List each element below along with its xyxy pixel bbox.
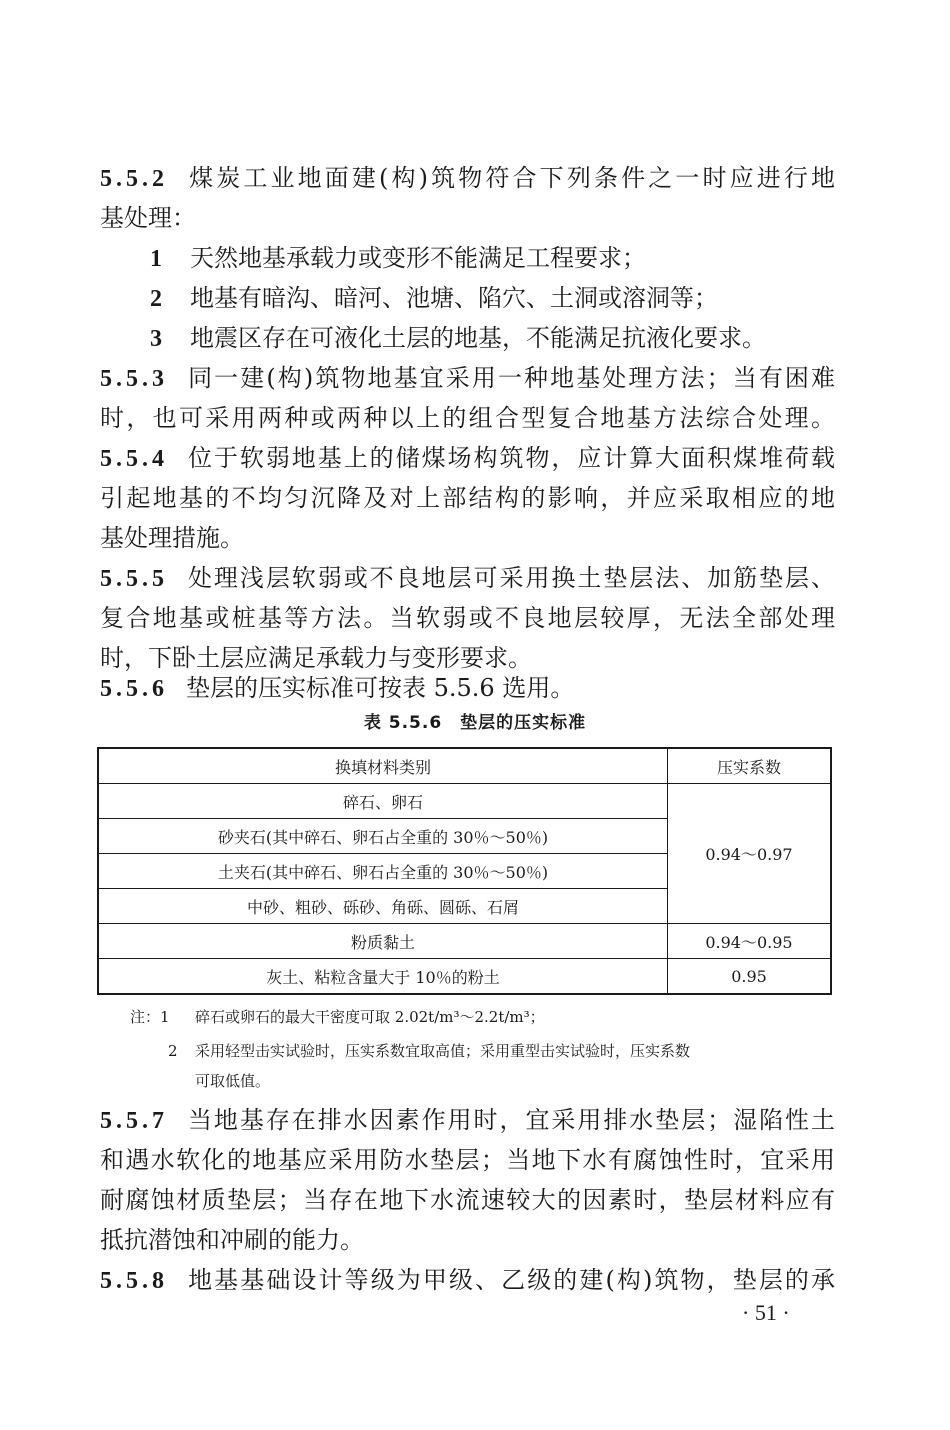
material-cell: 碎石、卵石 — [98, 784, 668, 819]
item-text: 地基有暗沟、暗河、池塘、陷穴、土洞或溶洞等； — [190, 284, 718, 312]
header-material: 换填材料类别 — [98, 748, 668, 784]
note-2 — [168, 1036, 690, 1066]
clause-5-5-3-line-1 — [100, 358, 835, 399]
note-text: 采用轻型击实试验时，压实系数宜取高值；采用重型击实试验时，压实系数 — [195, 1042, 691, 1060]
clause-number: 5.5.6 — [100, 676, 168, 702]
clause-5-5-2-line-2: 基处理： — [100, 204, 196, 232]
table-row — [98, 784, 831, 819]
clause-5-5-5-line-3: 时，下卧土层应满足承载力与变形要求。 — [100, 644, 532, 672]
clause-number: 5.5.5 — [100, 566, 168, 592]
clause-number: 5.5.3 — [100, 366, 168, 392]
table-caption: 表 5.5.6 垫层的压实标准 — [363, 713, 587, 733]
item-number: 1 — [150, 246, 162, 272]
clause-number: 5.5.7 — [100, 1108, 168, 1134]
clause-5-5-7-line-1 — [100, 1100, 835, 1141]
list-item — [150, 318, 766, 359]
item-number: 2 — [150, 286, 162, 312]
clause-5-5-8-line-1 — [100, 1260, 835, 1301]
coefficient-cell: 0.95 — [668, 959, 832, 995]
clause-number: 5.5.2 — [100, 166, 168, 192]
table-row — [98, 959, 831, 995]
material-cell: 土夹石(其中碎石、卵石占全重的 30％～50％) — [98, 854, 668, 889]
item-text: 地震区存在可液化土层的地基，不能满足抗液化要求。 — [190, 324, 766, 352]
material-cell: 中砂、粗砂、砾砂、角砾、圆砾、石屑 — [98, 889, 668, 924]
table-header-row — [98, 748, 831, 784]
compaction-standard-table — [97, 747, 832, 995]
clause-number: 5.5.4 — [100, 446, 168, 472]
list-item — [150, 278, 718, 319]
clause-5-5-4-line-2: 引起地基的不均匀沉降及对上部结构的影响，并应采取相应的地 — [100, 484, 835, 512]
clause-5-5-6-line-1 — [100, 668, 835, 709]
list-item — [150, 238, 646, 279]
item-number: 3 — [150, 326, 162, 352]
note-prefix: 注：1 — [130, 1008, 170, 1026]
clause-5-5-7-line-3: 耐腐蚀材质垫层；当存在地下水流速较大的因素时，垫层材料应有 — [100, 1186, 835, 1214]
coefficient-cell: 0.94～0.95 — [668, 924, 832, 959]
clause-5-5-7-line-4: 抵抗潜蚀和冲刷的能力。 — [100, 1226, 364, 1254]
table-row — [98, 924, 831, 959]
header-coefficient: 压实系数 — [668, 748, 832, 784]
clause-text: 地基基础设计等级为甲级、乙级的建(构)筑物，垫层的承 — [186, 1266, 835, 1294]
coefficient-cell: 0.94～0.97 — [668, 784, 832, 924]
note-text: 碎石或卵石的最大干密度可取 2.02t/m³～2.2t/m³； — [195, 1008, 545, 1026]
note-1 — [130, 1002, 545, 1032]
note-number: 2 — [168, 1042, 178, 1060]
clause-text: 位于软弱地基上的储煤场构筑物，应计算大面积煤堆荷载 — [186, 444, 835, 472]
note-2-continued: 可取低值。 — [195, 1072, 271, 1090]
material-cell: 粉质黏土 — [98, 924, 668, 959]
clause-number: 5.5.8 — [100, 1268, 168, 1294]
clause-5-5-7-line-2: 和遇水软化的地基应采用防水垫层；当地下水有腐蚀性时，宜采用 — [100, 1146, 835, 1174]
clause-text: 当地基存在排水因素作用时，宜采用排水垫层；湿陷性土 — [186, 1106, 835, 1134]
clause-5-5-4-line-3: 基处理措施。 — [100, 524, 244, 552]
clause-text: 同一建(构)筑物地基宜采用一种地基处理方法；当有困难 — [186, 364, 835, 392]
clause-text: 垫层的压实标准可按表 5.5.6 选用。 — [186, 674, 575, 702]
clause-5-5-2-line-1 — [100, 158, 835, 199]
item-text: 天然地基承载力或变形不能满足工程要求； — [190, 244, 646, 272]
clause-5-5-5-line-2: 复合地基或桩基等方法。当软弱或不良地层较厚，无法全部处理 — [100, 604, 835, 632]
clause-5-5-4-line-1 — [100, 438, 835, 479]
material-cell: 砂夹石(其中碎石、卵石占全重的 30％～50％) — [98, 819, 668, 854]
clause-5-5-3-line-2: 时，也可采用两种或两种以上的组合型复合地基方法综合处理。 — [100, 404, 835, 432]
clause-5-5-5-line-1 — [100, 558, 835, 599]
page-number: · 51 · — [742, 1300, 790, 1325]
material-cell: 灰土、粘粒含量大于 10％的粉土 — [98, 959, 668, 995]
clause-text: 煤炭工业地面建(构)筑物符合下列条件之一时应进行地 — [186, 164, 835, 192]
clause-text: 处理浅层软弱或不良地层可采用换土垫层法、加筋垫层、 — [186, 564, 835, 592]
